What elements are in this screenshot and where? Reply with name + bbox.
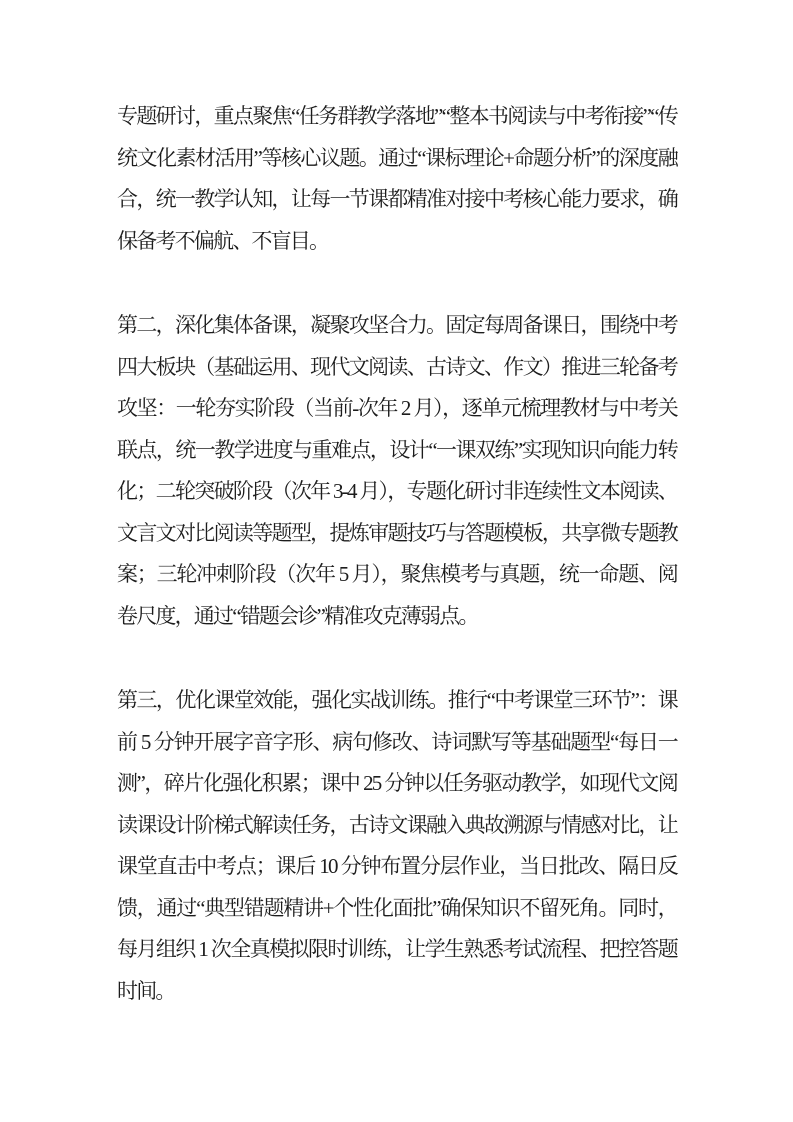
paragraph-2: 第二，深化集体备课，凝聚攻坚合力。固定每周备课日，围绕中考四大板块（基础运用、现代文阅读、古诗文、作文）推进三轮备考攻坚：一轮夯实阶段（当前-次年 2 月），逐单元梳理教材与中考关联点，统一教学进度与重难点，设计“一课双练”实现知识向能力转化；二轮突破阶段（次年 3-4 月），专题化研讨非连续性文本阅读、文言文对比阅读等题型，提炼审题技巧与答题模板，共享微专题教案；三轮冲刺阶段（次年 5 月），聚焦模考与真题，统一命题、阅卷尺度，通过“错题会诊”精准攻克薄弱点。 <box>117 313 677 628</box>
paragraph-1: 专题研讨，重点聚焦“任务群教学落地”“整本书阅读与中考衔接”“传统文化素材活用”等核心议题。通过“课标理论+命题分析”的深度融合，统一教学认知，让每一节课都精准对接中考核心能力要求，确保备考不偏航、不盲目。 <box>117 104 677 253</box>
document-text-block <box>117 96 677 1012</box>
paragraph-3: 第三，优化课堂效能，强化实战训练。推行“中考课堂三环节”：课前 5 分钟开展字音字形、病句修改、诗词默写等基础题型“每日一测”，碎片化强化积累；课中 25 分钟以任务驱动教学，如现代文阅读课设计阶梯式解读任务，古诗文课融入典故溯源与情感对比，让课堂直击中考点；课后 10 分钟布置分层作业，当日批改、隔日反馈，通过“典型错题精讲+个性化面批”确保知识不留死角。同时，每月组织 1 次全真模拟限时训练，让学生熟悉考试流程、把控答题时间。 <box>117 688 677 1003</box>
